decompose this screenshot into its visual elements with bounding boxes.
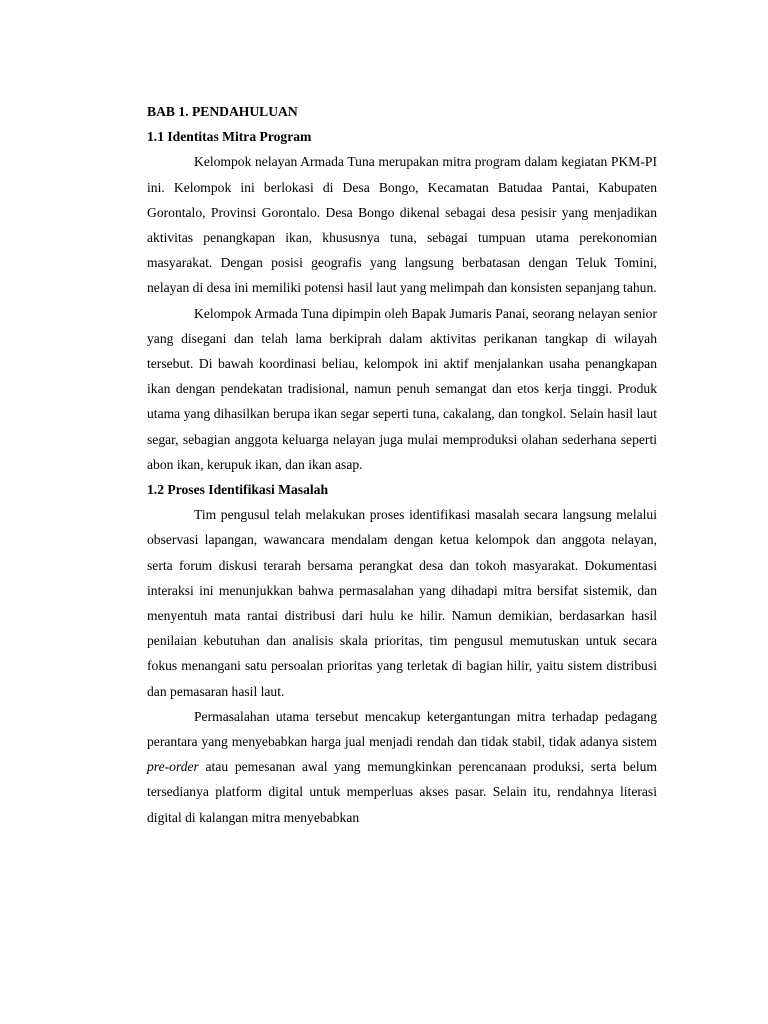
chapter-title: BAB 1. PENDAHULUAN: [147, 104, 298, 119]
main-problem-text-end: atau pemesanan awal yang memungkinkan perencanaan produksi, serta belum tersedianya platform digital untuk memperluas akses pasar. Selain itu, rendahnya literasi digital di kalangan mitra menyebabkan: [147, 759, 657, 825]
paragraph-mitra-description: Kelompok nelayan Armada Tuna merupakan mitra program dalam kegiatan PKM-PI ini. Kelompok ini berlokasi di Desa Bongo, Kecamatan Batudaa Pantai, Kabupaten Gorontalo, Provinsi Gorontalo. Desa Bongo dikenal sebagai desa pesisir yang menjadikan aktivitas penangkapan ikan, khususnya tuna, sebagai tumpuan utama perekonomian masyarakat. Dengan posisi geografis yang langsung berbatasan dengan Teluk Tomini, nelayan di desa ini memiliki potensi hasil laut yang melimpah dan konsisten sepanjang tahun.: [147, 154, 657, 296]
pre-order-term: pre-order: [147, 759, 199, 775]
paragraph-main-problem: [147, 704, 657, 830]
document-page: [147, 99, 657, 830]
paragraph-mitra-leader: Kelompok Armada Tuna dipimpin oleh Bapak Jumaris Panai, seorang nelayan senior yang disegani dan telah lama berkiprah dalam aktivitas perikanan tangkap di wilayah tersebut. Di bawah koordinasi beliau, kelompok ini aktif menjalankan usaha penangkapan ikan dengan pendekatan tradisional, namun penuh semangat dan etos kerja tinggi. Produk utama yang dihasilkan berupa ikan segar seperti tuna, cakalang, dan tongkol. Selain hasil laut segar, sebagian anggota keluarga nelayan juga mulai memproduksi olahan sederhana seperti abon ikan, kerupuk ikan, dan ikan asap.: [147, 305, 657, 472]
paragraph-identifikasi-process: Tim pengusul telah melakukan proses identifikasi masalah secara langsung melalui observasi lapangan, wawancara mendalam dengan ketua kelompok dan anggota nelayan, serta forum diskusi terarah bersama perangkat desa dan tokoh masyarakat. Dokumentasi interaksi ini menunjukkan bahwa permasalahan yang dihadapi mitra bersifat sistemik, dan menyentuh mata rantai distribusi dari hulu ke hilir. Namun demikian, berdasarkan hasil penilaian kebutuhan dan analisis skala prioritas, tim pengusul memutuskan untuk secara fokus menangani satu persoalan prioritas yang terletak di bagian hilir, yaitu sistem distribusi dan pemasaran hasil laut.: [147, 507, 657, 699]
main-problem-text-start: Permasalahan utama tersebut mencakup ketergantungan mitra terhadap pedagang perantara yang menyebabkan harga jual menjadi rendah dan tidak stabil, tidak adanya sistem: [147, 708, 657, 750]
section-title-identitas-mitra: 1.1 Identitas Mitra Program: [147, 129, 312, 145]
section-title-identifikasi-masalah: 1.2 Proses Identifikasi Masalah: [147, 482, 329, 498]
